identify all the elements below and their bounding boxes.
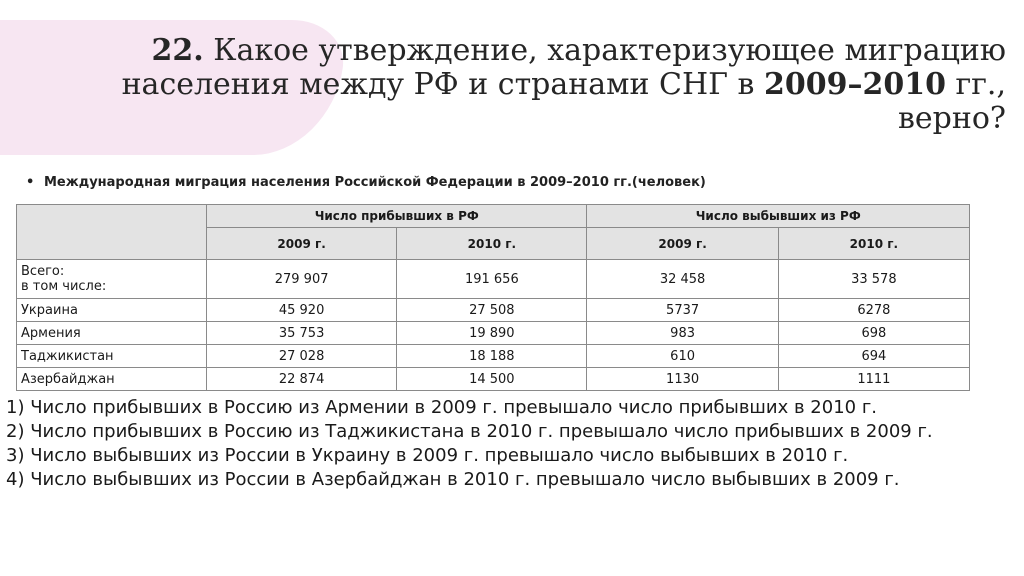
header-arrivals: Число прибывших в РФ (207, 205, 587, 228)
table-cell: 27 028 (207, 345, 397, 368)
year-header: 2009 г. (587, 228, 778, 260)
table-cell: 32 458 (587, 260, 778, 299)
table-cell: 35 753 (207, 322, 397, 345)
table-caption-text: Международная миграция населения Российской Федерации в 2009–2010 гг.(человек) (44, 175, 706, 190)
question-title (46, 34, 1006, 136)
year-header: 2010 г. (778, 228, 969, 260)
table-cell: 694 (778, 345, 969, 368)
table-cell: 22 874 (207, 368, 397, 391)
row-label: Азербайджан (17, 368, 207, 391)
row-label: Всего: в том числе: (17, 260, 207, 299)
question-number: 22. (151, 33, 204, 68)
table-row (17, 345, 970, 368)
table-cell: 698 (778, 322, 969, 345)
migration-table (16, 204, 970, 391)
header-departures: Число выбывших из РФ (587, 205, 970, 228)
table-row-total (17, 260, 970, 299)
row-label: Армения (17, 322, 207, 345)
row-label: Украина (17, 299, 207, 322)
answer-option-3[interactable]: 3) Число выбывших из России в Украину в 2009 г. превышало число выбывших в 2010 г. (6, 445, 849, 466)
table-cell: 18 188 (397, 345, 587, 368)
table-header-row (17, 205, 970, 228)
table-cell: 14 500 (397, 368, 587, 391)
row-label: Таджикистан (17, 345, 207, 368)
table-cell: 1111 (778, 368, 969, 391)
table-cell: 33 578 (778, 260, 969, 299)
table-cell: 6278 (778, 299, 969, 322)
table-row (17, 368, 970, 391)
table-cell: 45 920 (207, 299, 397, 322)
question-text-start: Какое утверждение, характеризующее миграцию населения между РФ и странами СНГ в (121, 33, 1006, 102)
table-cell: 983 (587, 322, 778, 345)
year-header: 2009 г. (207, 228, 397, 260)
table-row (17, 299, 970, 322)
table-row (17, 322, 970, 345)
answer-option-2[interactable]: 2) Число прибывших в Россию из Таджикистана в 2010 г. превышало число прибывших в 2009 г. (6, 421, 933, 442)
answer-option-1[interactable]: 1) Число прибывших в Россию из Армении в 2009 г. превышало число прибывших в 2010 г. (6, 397, 878, 418)
question-text-end: гг., верно? (898, 67, 1006, 136)
table-caption (26, 175, 706, 190)
corner-header-cell (17, 205, 207, 260)
bullet-icon: • (26, 175, 35, 190)
table-cell: 191 656 (397, 260, 587, 299)
table-cell: 5737 (587, 299, 778, 322)
table-cell: 27 508 (397, 299, 587, 322)
table-cell: 1130 (587, 368, 778, 391)
question-years: 2009–2010 (763, 67, 946, 102)
table-cell: 19 890 (397, 322, 587, 345)
table-cell: 610 (587, 345, 778, 368)
answer-option-4[interactable]: 4) Число выбывших из России в Азербайджан в 2010 г. превышало число выбывших в 2009 г. (6, 469, 900, 490)
answer-options (6, 396, 1022, 492)
year-header: 2010 г. (397, 228, 587, 260)
table-cell: 279 907 (207, 260, 397, 299)
